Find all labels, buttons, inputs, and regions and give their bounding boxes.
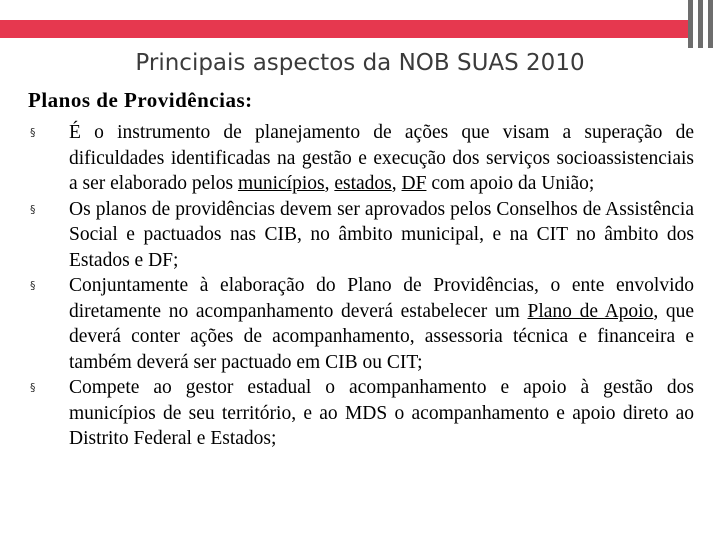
bullet-marker-icon: § — [30, 381, 36, 394]
corner-bar — [698, 0, 703, 48]
bullet-text: É o instrumento de planejamento de ações que visam a superação de dificuldades identificadas na gestão e execução dos serviços socioassistenciais a ser elaborado pelos municípios, estados, DF com apoio da União; — [69, 122, 694, 194]
bullet-text: Os planos de providências devem ser aprovados pelos Conselhos de Assistência Social e pactuados nas CIB, no âmbito municipal, e na CIT no âmbito dos Estados e DF; — [69, 198, 694, 271]
bullet-marker-icon: § — [30, 202, 36, 216]
slide-title: Principais aspectos da NOB SUAS 2010 — [135, 50, 585, 76]
bullet-marker-icon: § — [30, 279, 36, 292]
bullet-list — [28, 120, 694, 452]
bullet-marker-icon: § — [30, 126, 36, 139]
bullet-item — [28, 375, 694, 452]
bullet-item — [28, 120, 694, 197]
bullet-text: Conjuntamente à elaboração do Plano de Providências, o ente envolvido diretamente no acompanhamento deverá estabelecer um Plano de Apoio, que deverá conter ações de acompanhamento, assessoria técnica e financeira e também deverá ser pactuado em CIB ou CIT; — [69, 275, 695, 373]
slide-subtitle: Planos de Providências: — [28, 88, 253, 112]
corner-bar — [708, 0, 713, 48]
bullet-item — [28, 197, 694, 274]
accent-bar — [0, 20, 688, 38]
bullet-text: Compete ao gestor estadual o acompanhamento e apoio à gestão dos municípios de seu território, e ao MDS o acompanhamento e apoio direto ao Distrito Federal e Estados; — [69, 377, 694, 449]
bullet-item — [28, 273, 694, 375]
corner-bar — [688, 0, 693, 48]
header-decoration — [0, 0, 720, 40]
